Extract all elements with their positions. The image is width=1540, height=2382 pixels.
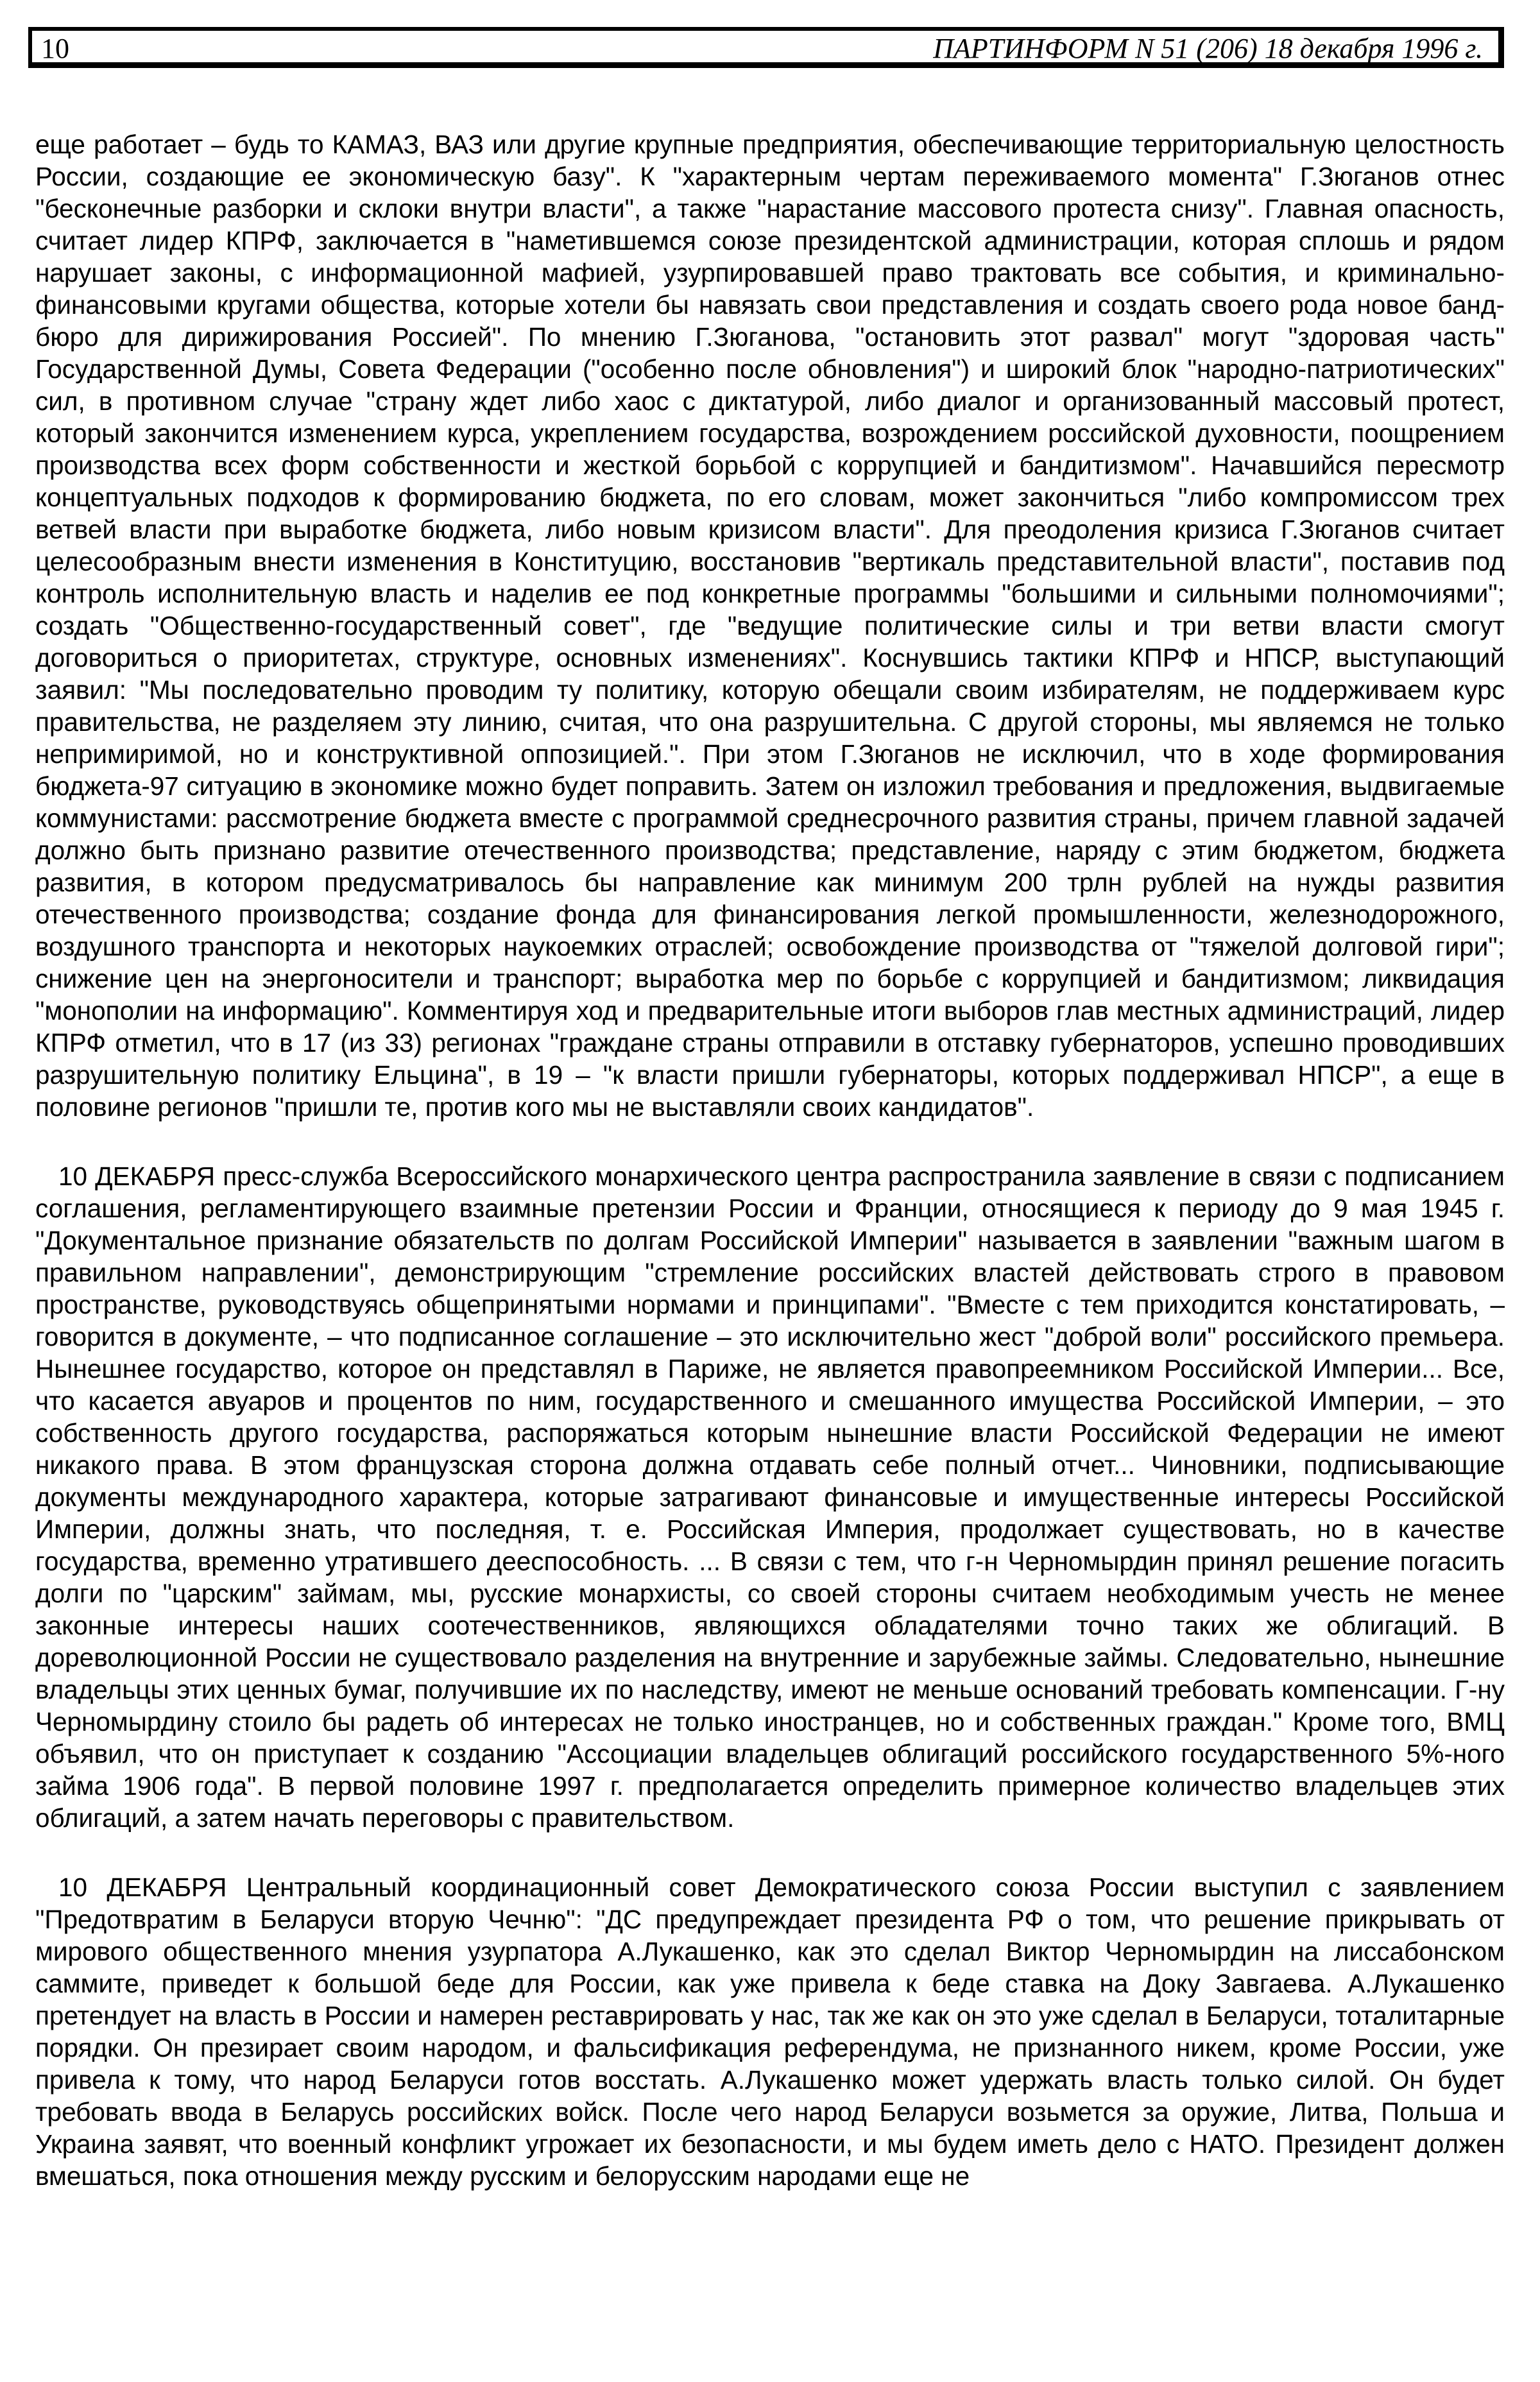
issue-info: ПАРТИНФОРМ N 51 (206) 18 декабря 1996 г. — [933, 33, 1483, 64]
paragraph-democratic-union: 10 ДЕКАБРЯ Центральный координационный совет Демократического союза России выступил с заявлением "Предотвратим в Беларуси вторую Чечню": "ДС предупреждает президента РФ о том, что решение прикрывать от мирового общественного мнения узурпатора А.Лукашенко, как это сделал Виктор Черномырдин на лиссабонском саммите, приведет к большой беде для России, как уже привела к беде ставка на Доку Завгаева. А.Лукашенко претендует на власть в России и намерен реставрировать у нас, так же как он это уже сделал в Беларуси, тоталитарные порядки. Он презирает своим народом, и фальсификация референдума, не признанного никем, кроме России, уже привела к тому, что народ Беларуси готов восстать. А.Лукашенко может удержать власть только силой. Он будет требовать ввода в Беларусь российских войск. После чего народ Беларуси возьмется за оружие, Литва, Польша и Украина заявят, что военный конфликт угрожает их безопасности, и мы будем иметь дело с НАТО. Президент должен вмешаться, пока отношения между русским и белорусским народами еще не — [35, 1872, 1505, 2191]
page-header — [28, 27, 1504, 68]
page-number: 10 — [41, 33, 69, 64]
paragraph-monarchist-center: 10 ДЕКАБРЯ пресс-служба Всероссийского монархического центра распространила заявление в связи с подписанием соглашения, регламентирующего взаимные претензии России и Франции, относящиеся к периоду до 9 мая 1945 г. "Документальное признание обязательств по долгам Российской Империи" называется в заявлении "важным шагом в правильном направлении", демонстрирующим "стремление российских властей действовать строго в правовом пространстве, руководствуясь общепринятыми нормами и принципами". "Вместе с тем приходится констатировать, – говорится в документе, – что подписанное соглашение – это исключительно жест "доброй воли" российского премьера. Нынешнее государство, которое он представлял в Париже, не является правопреемником Российской Империи... Все, что касается авуаров и процентов по ним, государственного и смешанного имущества Российской Империи, – это собственность другого государства, распоряжаться которым нынешние власти Российской Федерации не имеют никакого права. В этом французская сторона должна отдавать себе полный отчет... Чиновники, подписывающие документы международного характера, которые затрагивают финансовые и имущественные интересы Российской Империи, должны знать, что последняя, т. е. Российская Империя, продолжает существовать, но в качестве государства, временно утратившего дееспособность. ... В связи с тем, что г-н Черномырдин принял решение погасить долги по "царским" займам, мы, русские монархисты, со своей стороны считаем необходимым учесть не менее законные интересы наших соотечественников, являющихся обладателями точно таких же облигаций. В дореволюционной России не существовало разделения на внутренние и зарубежные займы. Следовательно, нынешние владельцы этих ценных бумаг, получившие их по наследству, имеют не меньше оснований требовать компенсации. Г-ну Черномырдину стоило бы радеть об интересах не только иностранцев, но и собственных граждан." Кроме того, ВМЦ объявил, что он приступает к созданию "Ассоциации владельцев облигаций российского государственного 5%-ного займа 1906 года". В первой половине 1997 г. предполагается определить примерное количество владельцев этих облигаций, а затем начать переговоры с правительством. — [35, 1161, 1505, 1833]
paragraph-zyuganov: еще работает – будь то КАМАЗ, ВАЗ или другие крупные предприятия, обеспечивающие территориальную целостность России, создающие ее экономическую базу". К "характерным чертам переживаемого момента" Г.Зюганов отнес "бесконечные разборки и склоки внутри власти", а также "нарастание массового протеста снизу". Главная опасность, считает лидер КПРФ, заключается в "наметившемся союзе президентской администрации, которая сплошь и рядом нарушает законы, с информационной мафией, узурпировавшей право трактовать все события, и криминально-финансовыми кругами общества, которые хотели бы навязать свои представления и создать своего рода новое банд-бюро для дирижирования Россией". По мнению Г.Зюганова, "остановить этот развал" могут "здоровая часть" Государственной Думы, Совета Федерации ("особенно после обновления") и широкий блок "народно-патриотических" сил, в противном случае "страну ждет либо хаос с диктатурой, либо диалог и организованный массовый протест, который закончится изменением курса, укреплением государства, возрождением российской духовности, поощрением производства всех форм собственности и жесткой борьбой с коррупцией и бандитизмом". Начавшийся пересмотр концептуальных подходов к формированию бюджета, по его словам, может закончиться "либо компромиссом трех ветвей власти при выработке бюджета, либо новым кризисом власти". Для преодоления кризиса Г.Зюганов считает целесообразным внести изменения в Конституцию, восстановив "вертикаль представительной власти", поставив под контроль исполнительную власть и наделив ее под конкретные программы "большими и сильными полномочиями"; создать "Общественно-государственный совет", где "ведущие политические силы и три ветви власти смогут договориться о приоритетах, структуре, основных изменениях". Коснувшись тактики КПРФ и НПСР, выступающий заявил: "Мы последовательно проводим ту политику, которую обещали своим избирателям, не поддерживаем курс правительства, не разделяем эту линию, считая, что она разрушительна. С другой стороны, мы являемся не только непримиримой, но и конструктивной оппозицией.". При этом Г.Зюганов не исключил, что в ходе формирования бюджета-97 ситуацию в экономике можно будет поправить. Затем он изложил требования и предложения, выдвигаемые коммунистами: рассмотрение бюджета вместе с программой среднесрочного развития страны, причем главной задачей должно быть признано развитие отечественного производства; представление, наряду с этим бюджетом, бюджета развития, в котором предусматривалось бы направление как минимум 200 трлн рублей на нужды развития отечественного производства; создание фонда для финансирования легкой промышленности, железнодорожного, воздушного транспорта и некоторых наукоемких отраслей; освобождение производства от "тяжелой долговой гири"; снижение цен на энергоносители и транспорт; выработка мер по борьбе с коррупцией и бандитизмом; ликвидация "монополии на информацию". Комментируя ход и предварительные итоги выборов глав местных администраций, лидер КПРФ отметил, что в 17 (из 33) регионах "граждане страны отправили в отставку губернаторов, успешно проводивших разрушительную политику Ельцина", в 19 – "к власти пришли губернаторы, которых поддерживал НПСР", а еще в половине регионов "пришли те, против кого мы не выставляли своих кандидатов". — [35, 130, 1505, 1122]
article-body — [35, 128, 1505, 2192]
